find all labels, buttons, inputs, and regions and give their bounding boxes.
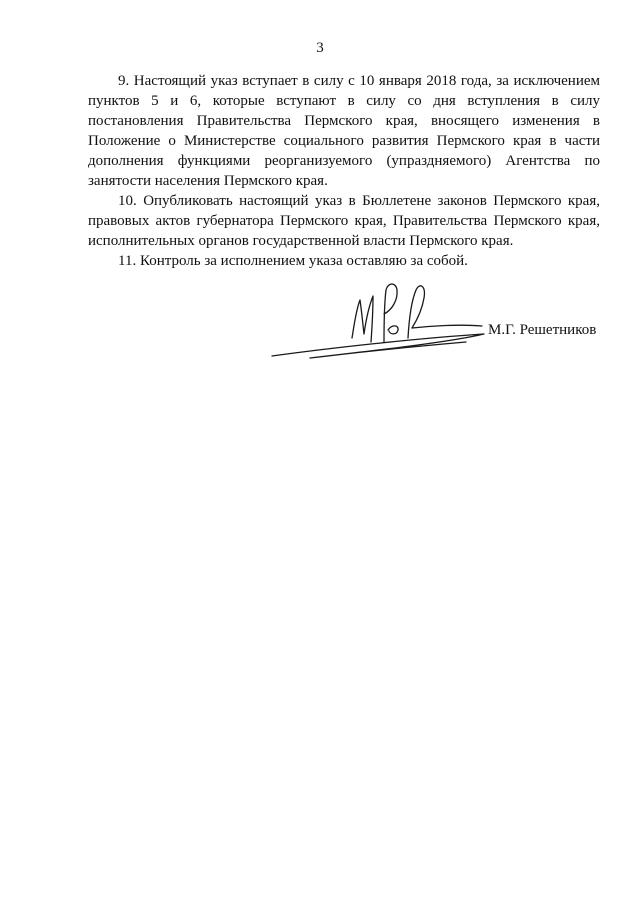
signature-block xyxy=(270,280,610,370)
signer-name: М.Г. Решетников xyxy=(488,322,597,338)
paragraph-11: 11. Контроль за исполнением указа оставляю за собой. xyxy=(118,253,468,269)
page-number: 3 xyxy=(316,40,324,56)
paragraph-10: 10. Опубликовать настоящий указ в Бюллетене законов Пермского края, правовых актов губернатора Пермского края, Правительства Пермского края, исполнительных органов государственной власти Пермского края. xyxy=(88,193,600,249)
document-body xyxy=(88,71,600,271)
paragraph-9: 9. Настоящий указ вступает в силу с 10 января 2018 года, за исключением пунктов 5 и 6, которые вступают в силу со дня вступления в силу постановления Правительства Пермского края, вносящего изменения в Положение о Министерстве социального развития Пермского края в части дополнения функциями реорганизуемого (упраздняемого) Агентства по занятости населения Пермского края. xyxy=(88,73,600,189)
